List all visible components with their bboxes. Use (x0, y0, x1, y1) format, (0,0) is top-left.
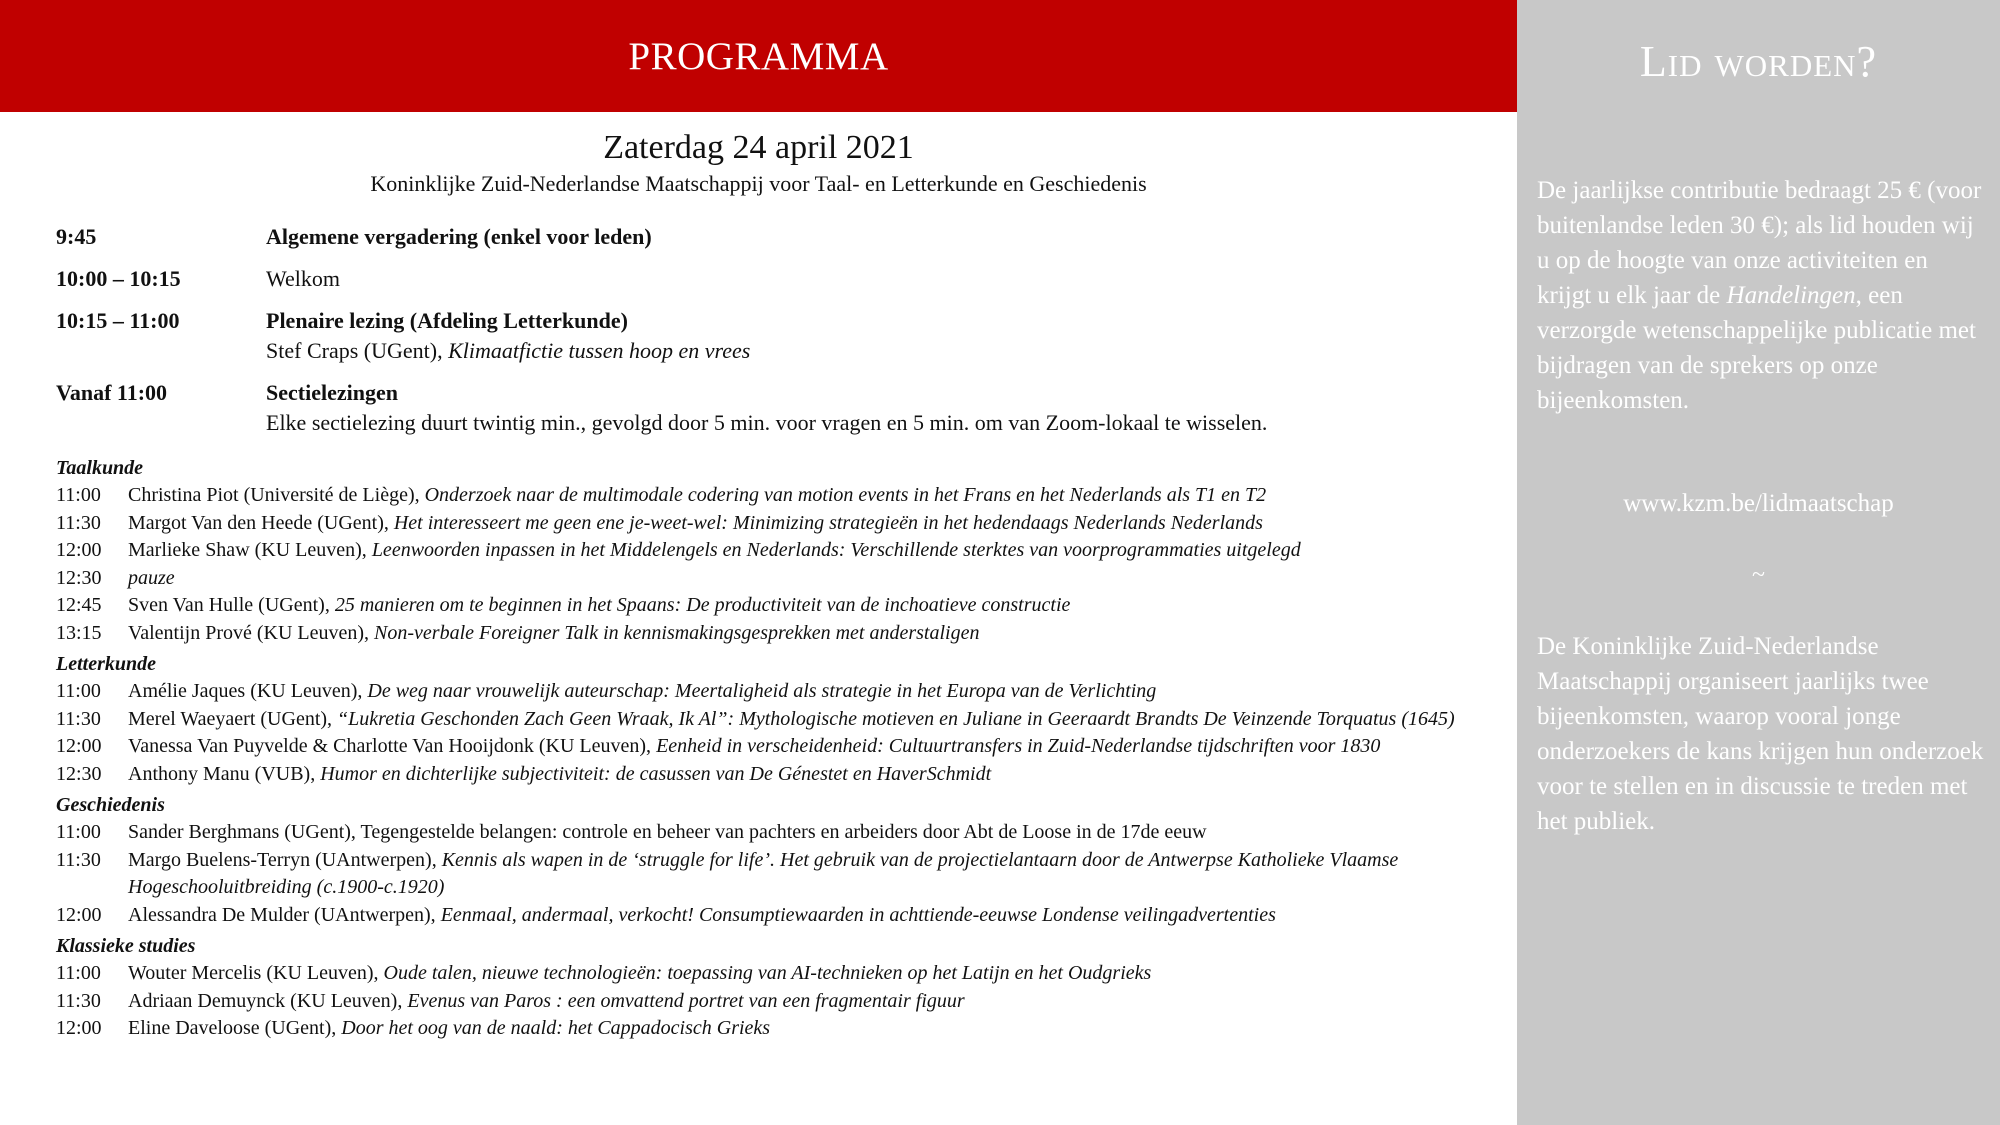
talk-title: Eenheid in verscheidenheid: Cultuurtransfers in Zuid-Nederlandse tijdschriften voor 1830 (656, 735, 1381, 757)
talk-speaker: Merel Waeyaert (UGent), (128, 707, 338, 730)
talk-speaker: Wouter Mercelis (KU Leuven), (128, 962, 384, 984)
talk-speaker: Sander Berghmans (UGent), Tegengestelde belangen: controle en beheer van pachters en arbeiders door Abt de Loose in de 17de eeuw (128, 821, 1207, 843)
agenda-item (56, 378, 1496, 438)
event-date: Zaterdag 24 april 2021 (603, 129, 914, 166)
separator-tilde: ~ (1752, 562, 1765, 588)
agenda-time: 9:45 (56, 224, 97, 249)
agenda-note: Elke sectielezing duurt twintig min., gevolgd door 5 min. voor vragen en 5 min. om van Zoom-lokaal te wisselen. (266, 410, 1268, 435)
talk-speaker: Marlieke Shaw (KU Leuven), (128, 539, 372, 561)
talk-time: 11:30 (56, 707, 101, 730)
agenda-title: Welkom (266, 266, 340, 291)
talk-row (56, 678, 1506, 706)
talk-row (56, 510, 1506, 538)
agenda-topic: Klimaatfictie tussen hoop en vrees (448, 338, 751, 363)
talk-time: 12:30 (56, 762, 102, 785)
talk-speaker: Vanessa Van Puyvelde & Charlotte Van Hooijdonk (KU Leuven), (128, 735, 657, 757)
talk-speaker: Margo Buelens-Terryn (UAntwerpen), (128, 848, 442, 871)
agenda-item (56, 222, 1496, 252)
talk-time: 11:00 (56, 821, 101, 843)
section-title: Klassieke studies (56, 935, 196, 957)
talk-time: 12:00 (56, 903, 102, 926)
program-title: PROGRAMMA (628, 35, 889, 78)
agenda-time: 10:00 – 10:15 (56, 266, 181, 291)
talk-speaker: Alessandra De Mulder (UAntwerpen), (128, 903, 441, 926)
agenda-item (56, 264, 1496, 294)
membership-sidebar (1517, 0, 2000, 1125)
talk-row (56, 733, 1506, 761)
talk-time: 12:30 (56, 566, 102, 589)
talk-time: 12:00 (56, 539, 102, 561)
talk-row (56, 847, 1506, 902)
talk-title: Door het oog van de naald: het Cappadocisch Grieks (341, 1017, 771, 1039)
talk-speaker: Christina Piot (Université de Liège), (128, 484, 425, 506)
talk-speaker: Margot Van den Heede (UGent), (128, 511, 394, 534)
talk-title: Oude talen, nieuwe technologieën: toepassing van AI-technieken op het Latijn en het Oudgrieks (383, 962, 1152, 984)
talk-title: Leenwoorden inpassen in het Middelengels en Nederlands: Verschillende sterktes van voorprogrammaties uitgelegd (371, 539, 1301, 561)
talk-title: Kennis als wapen in de ‘struggle for life’. Het gebruik van de projectielantaarn door de Antwerpse Katholieke Vlaamse Hogeschooluitbreiding (c.1900-c.1920) (128, 848, 1399, 898)
society-description: De Koninklijke Zuid-Nederlandse Maatschappij organiseert jaarlijks twee bijeenkomsten, waarop vooral jonge onderzoekers de kans krijgen hun onderzoek voor te stellen en in discussie te treden met het publiek. (1537, 633, 1984, 835)
talk-time: 11:00 (56, 680, 101, 702)
talk-title: Non-verbale Foreigner Talk in kennismakingsgesprekken met anderstaligen (374, 621, 980, 644)
membership-fee-text (1537, 173, 1985, 418)
talk-title: Humor en dichterlijke subjectiviteit: de casussen van De Génestet en HaverSchmidt (320, 762, 992, 785)
talk-time: 11:30 (56, 848, 101, 871)
section-title: Letterkunde (56, 653, 156, 675)
talk-row (56, 960, 1506, 988)
talk-title: “Lukretia Geschonden Zach Geen Wraak, Ik Al”: Mythologische motieven en Juliane in Geeraardt Brandts De Veinzende Torquatus (1645) (337, 707, 1455, 730)
talk-row (56, 1015, 1506, 1043)
membership-title: Lid worden? (1639, 37, 1878, 86)
fee-text-part: , een verzorgde wetenschappelijke publicatie met bijdragen van de sprekers op onze bijeenkomsten. (1537, 282, 1976, 414)
talk-time: 11:00 (56, 484, 101, 506)
talk-title: Onderzoek naar de multimodale codering van motion events in het Frans en het Nederlands als T1 en T2 (424, 484, 1267, 506)
agenda-time: Vanaf 11:00 (56, 380, 168, 405)
talk-title: Het interesseert me geen ene je-weet-wel: Minimizing strategieën in het hedendaags Nederlands Nederlands (393, 511, 1263, 534)
talk-speaker: Anthony Manu (VUB), (128, 762, 321, 785)
agenda-title: Plenaire lezing (Afdeling Letterkunde) (266, 308, 628, 333)
agenda-time: 10:15 – 11:00 (56, 308, 180, 333)
talk-title: 25 manieren om te beginnen in het Spaans: De productiviteit van de inchoatieve constructie (334, 594, 1071, 616)
talk-row (56, 620, 1506, 648)
talk-row (56, 592, 1506, 620)
talk-row (56, 988, 1506, 1016)
talk-time: 11:30 (56, 511, 101, 534)
talk-time: 11:00 (56, 962, 101, 984)
talk-title: Evenus van Paros : een omvattend portret van een fragmentair figuur (407, 989, 965, 1012)
talk-row (56, 565, 1506, 593)
talk-row (56, 761, 1506, 789)
agenda (56, 222, 1496, 438)
fee-text-part: De jaarlijkse contributie bedraagt 25 € (voor buitenlandse leden 30 €); als lid houden wij u op de hoogte van onze activiteiten en krijgt u elk jaar de (1537, 177, 1982, 309)
talk-speaker: Adriaan Demuynck (KU Leuven), (128, 989, 408, 1012)
talk-speaker: Eline Daveloose (UGent), (128, 1017, 342, 1039)
event-organizer: Koninklijke Zuid-Nederlandse Maatschappij voor Taal- en Letterkunde en Geschiedenis (370, 171, 1147, 196)
section-lectures (56, 454, 1506, 1043)
membership-link[interactable]: www.kzm.be/lidmaatschap (1623, 490, 1894, 517)
agenda-title: Sectielezingen (266, 380, 398, 405)
talk-time: 12:00 (56, 735, 102, 757)
talk-row (56, 819, 1506, 847)
talk-speaker: Amélie Jaques (KU Leuven), (128, 680, 368, 702)
section-title: Geschiedenis (56, 794, 165, 816)
talk-time: 12:00 (56, 1017, 102, 1039)
agenda-item (56, 306, 1496, 366)
agenda-speaker: Stef Craps (UGent), (266, 338, 449, 363)
talk-row (56, 902, 1506, 930)
agenda-title: Algemene vergadering (enkel voor leden) (266, 224, 652, 249)
section-title: Taalkunde (56, 457, 144, 479)
talk-title: pauze (128, 566, 175, 589)
talk-speaker: Valentijn Prové (KU Leuven), (128, 621, 375, 644)
program-header (0, 0, 1517, 112)
talk-time: 13:15 (56, 621, 102, 644)
talk-time: 11:30 (56, 989, 101, 1012)
handelingen-title: Handelingen (1726, 282, 1856, 309)
talk-title: Eenmaal, andermaal, verkocht! Consumptiewaarden in achttiende-eeuwse Londense veilingadvertenties (440, 903, 1276, 926)
talk-title: De weg naar vrouwelijk auteurschap: Meertaligheid als strategie in het Europa van de Verlichting (367, 680, 1157, 702)
talk-row (56, 482, 1506, 510)
talk-speaker: Sven Van Hulle (UGent), (128, 594, 335, 616)
talk-row (56, 537, 1506, 565)
talk-time: 12:45 (56, 594, 102, 616)
talk-row (56, 706, 1506, 734)
